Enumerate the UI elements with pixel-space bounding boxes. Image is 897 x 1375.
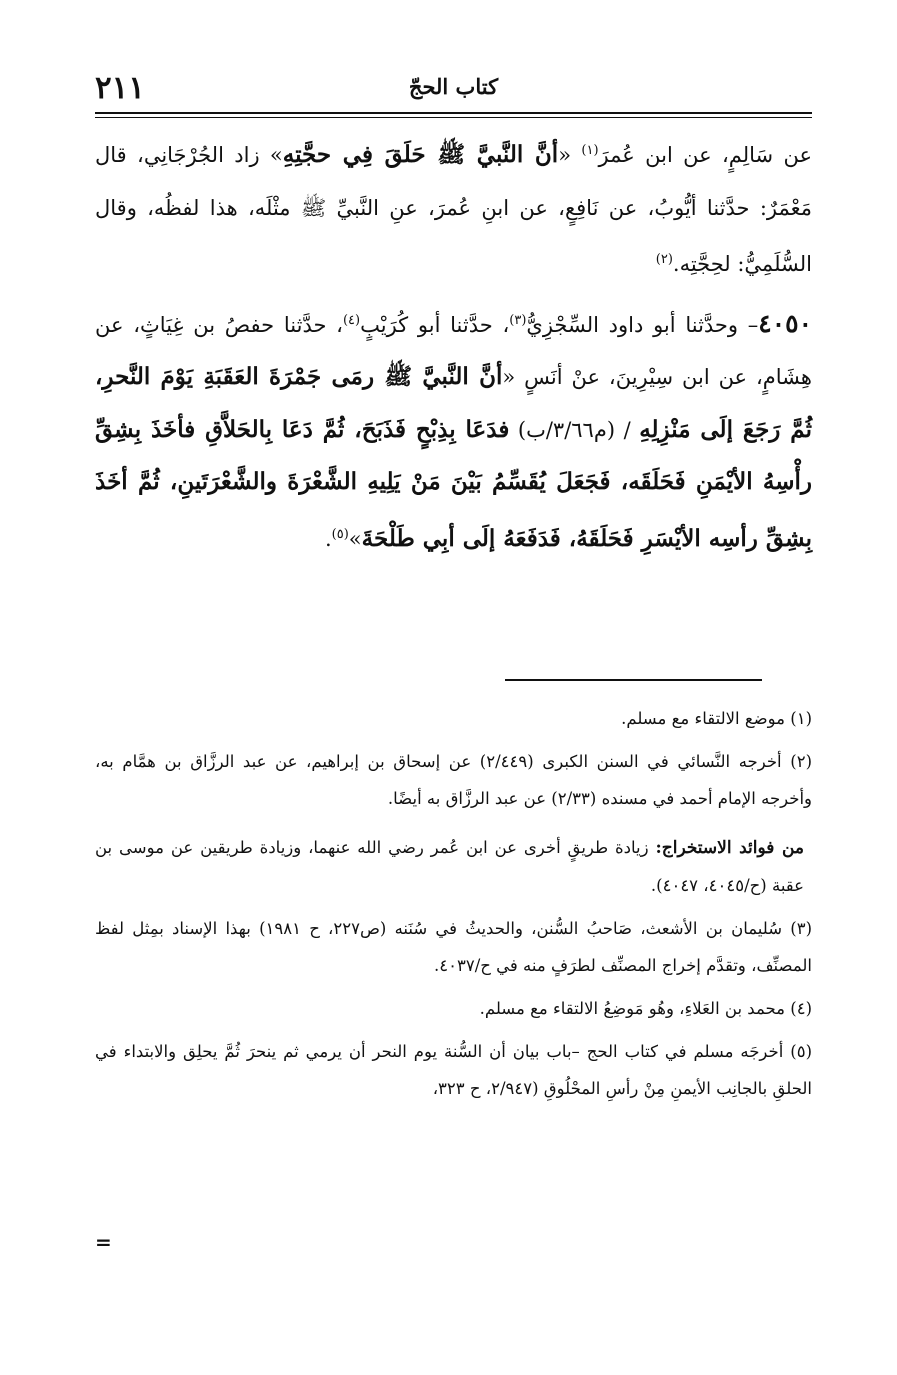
- text-segment: .: [324, 526, 332, 551]
- footnote-ref-3: (٣): [509, 312, 527, 328]
- paragraph-2: [95, 295, 812, 566]
- header-rule: [95, 112, 812, 118]
- hadith-quote: أنَّ النَّبيَّ ﷺ حَلَقَ فِي حجَّتِهِ: [282, 141, 559, 168]
- footnote-2: (٢) أخرجه النَّسائي في السنن الكبرى (٢/٤٤٩) عن إسحاق بن إبراهيم، عن عبد الرزَّاق بن همَّام به، وأخرجه الإمام أحمد في مسنده (٢/٣٣) عن عبد الرزَّاق به أيضًا.: [95, 752, 812, 808]
- text-segment: » زاد الجُرْجَانِي، قال مَعْمَرٌ: حدَّثنا أيُّوبُ، عن نَافِعٍ، عن ابنِ عُمرَ، عنِ النَّبيِّ ﷺ مثْلَه، هذا لفظُه، وقال السُّلَمِيُّ: لحِجَّتِه.: [95, 143, 812, 276]
- text-segment: »: [348, 526, 362, 551]
- hadith-number: ٤٠٥٠: [758, 308, 813, 338]
- footnote-1: (١) موضع الالتقاء مع مسلم.: [621, 709, 812, 728]
- footnote-4: (٤) محمد بن العَلاءِ، وهُو مَوضِعُ الالتقاء مع مسلم.: [479, 999, 812, 1018]
- footnote-ref-1: (١): [581, 143, 599, 158]
- page-number: ٢١١: [95, 70, 145, 106]
- running-title: كتاب الحجّ: [408, 74, 499, 99]
- text-segment: «: [558, 143, 582, 167]
- footnote-ref-2: (٢): [655, 252, 673, 267]
- footnote-ref-5: (٥): [331, 526, 349, 542]
- paragraph-1: [95, 125, 812, 291]
- text-segment: عن سَالِمٍ، عن ابن عُمرَ: [598, 143, 812, 167]
- fawaid-note: [95, 829, 812, 904]
- continuation-mark: =: [95, 1230, 112, 1254]
- main-text: [95, 125, 812, 565]
- hadith-quote-cont: فدَعَا بِذِبْحٍ فَذَبَحَ، ثُمَّ دَعَا بِالحَلاَّقِ فأخَذَ بِشِقِّ رأْسِهُ الأيْمَنِ فَحَلَقَه، فَجَعَلَ يُقَسِّمُ بَيْنَ مَنْ يَلِيهِ الشَّعْرَةَ والشَّعْرَتَينِ، ثُمَّ أخَذَ بِشِقِّ رأسِه الأيْسَرِ فَحَلَقَهُ، فَدَفَعَهُ إلَى أبِي طَلْحَةَ: [95, 415, 812, 552]
- hadith-quote: أنَّ النَّبيَّ ﷺ رمَى جَمْرَةَ العَقَبَةِ يَوْمَ النَّحرِ، ثُمَّ رَجَعَ إلَى مَنْزِلِهِ: [95, 363, 812, 443]
- page-header: [95, 70, 812, 108]
- manuscript-ref: / (م٣/٦٦/ب): [509, 417, 640, 442]
- fawaid-label: من فوائد الاستخراج:: [655, 838, 804, 858]
- footnote-ref-4: (٤): [342, 312, 361, 328]
- text-segment: ، حدَّثنا حفصُ بن غِيَاثٍ، عن هِشَامٍ، عن ابن سِيْرِينَ، عنْ أنَسٍ «: [95, 312, 812, 389]
- footnotes: [95, 700, 812, 1113]
- footnote-3: (٣) سُليمان بن الأشعث، صَاحبُ السُّنن، والحديثُ في سُنَنه (ص٢٢٧، ح ١٩٨١) بهذا الإسناد بمِثل لفظ المصنِّف، وتقدَّم إخراج المصنِّف لطرَفٍ منه في ح/٤٠٣٧.: [95, 919, 812, 975]
- fawaid-text: زيادة طريقٍ أخرى عن ابن عُمر رضي الله عنهما، وزيادة طريقين عن موسى بن عقبة (ح/٤٠٤٥، ٤٠٤٧).: [95, 838, 804, 895]
- footnote-5: (٥) أخرجَه مسلم في كتاب الحج –باب بيان أن السُّنة يوم النحر أن يرمي ثم ينحرَ ثُمَّ يحلِق والابتداء في الحلقِ بالجانِب الأيمنِ مِنْ رأسِ المحْلُوقِ (٢/٩٤٧، ح ٣٢٣،: [95, 1042, 812, 1098]
- text-segment: ، حدَّثنا أبو كُرَيْبٍ: [360, 312, 510, 337]
- footnote-separator: [505, 679, 762, 681]
- text-segment: – وحدَّثنا أبو داود السِّجْزِيُّ: [526, 312, 759, 337]
